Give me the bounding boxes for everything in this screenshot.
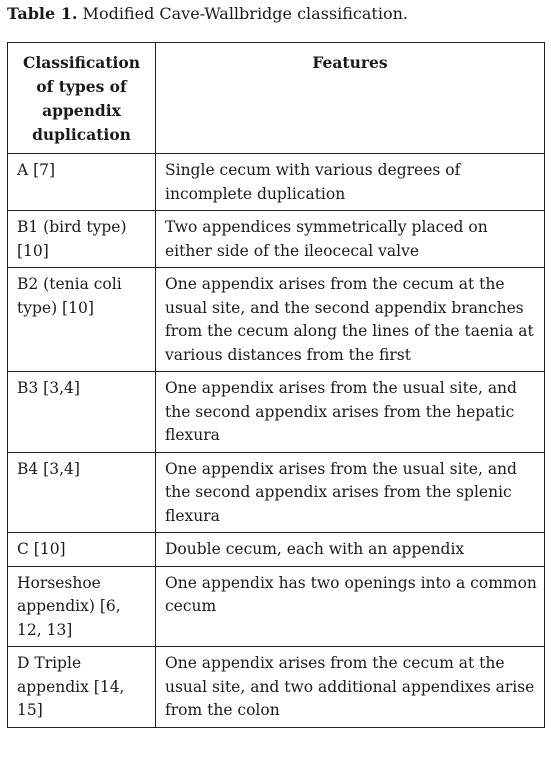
type-cell: D Triple appendix [14, 15]	[8, 647, 156, 728]
type-cell: A [7]	[8, 154, 156, 211]
table-row	[8, 268, 545, 372]
type-cell: Horseshoe appendix) [6, 12, 13]	[8, 566, 156, 647]
features-cell: Two appendices symmetrically placed on either side of the ileocecal valve	[156, 211, 545, 268]
features-cell: One appendix arises from the usual site, and the second appendix arises from the hepatic flexura	[156, 372, 545, 453]
features-cell: One appendix has two openings into a common cecum	[156, 566, 545, 647]
table-row	[8, 452, 545, 533]
type-cell: B3 [3,4]	[8, 372, 156, 453]
table-header-row	[8, 43, 545, 154]
header-classification: Classification of types of appendix duplication	[8, 43, 156, 154]
table-row	[8, 647, 545, 728]
features-cell: One appendix arises from the usual site, and the second appendix arises from the splenic flexura	[156, 452, 545, 533]
table-row	[8, 372, 545, 453]
type-cell: B4 [3,4]	[8, 452, 156, 533]
features-cell: One appendix arises from the cecum at the usual site, and the second appendix branches from the cecum along the lines of the taenia at various distances from the first	[156, 268, 545, 372]
caption-label: Table 1.	[7, 4, 78, 23]
type-cell: C [10]	[8, 533, 156, 567]
type-cell: B2 (tenia coli type) [10]	[8, 268, 156, 372]
table-row	[8, 211, 545, 268]
table-row	[8, 154, 545, 211]
classification-table	[7, 42, 545, 728]
table-caption	[7, 3, 408, 25]
type-cell: B1 (bird type) [10]	[8, 211, 156, 268]
table-row	[8, 533, 545, 567]
features-cell: One appendix arises from the cecum at the usual site, and two additional appendixes arise from the colon	[156, 647, 545, 728]
features-cell: Single cecum with various degrees of incomplete duplication	[156, 154, 545, 211]
header-features: Features	[156, 43, 545, 154]
features-cell: Double cecum, each with an appendix	[156, 533, 545, 567]
table-row	[8, 566, 545, 647]
caption-text: Modified Cave-Wallbridge classification.	[77, 4, 408, 23]
